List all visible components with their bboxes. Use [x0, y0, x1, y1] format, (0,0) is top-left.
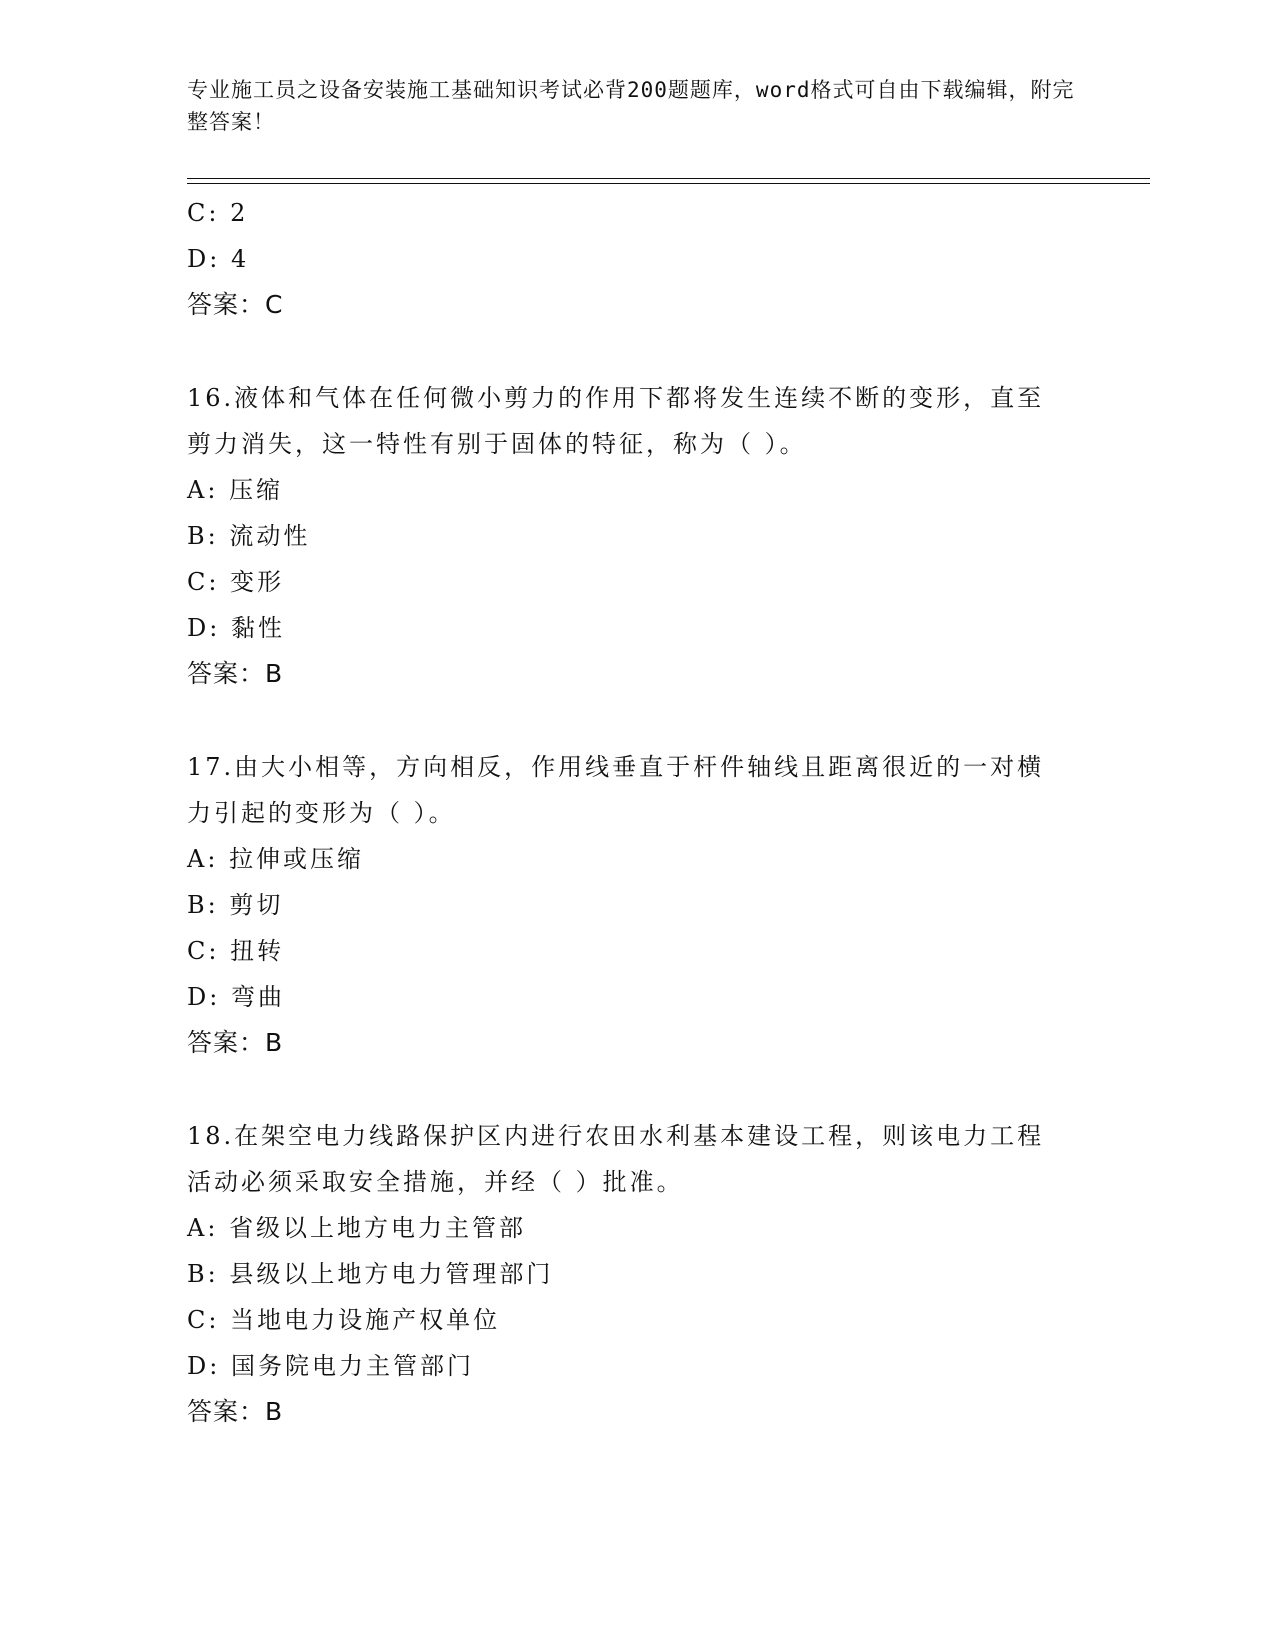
option-a: A: 压缩	[187, 476, 284, 504]
option-c: C: 2	[187, 199, 249, 227]
option-d: D: 国务院电力主管部门	[187, 1352, 474, 1380]
question-18	[187, 1113, 1087, 1435]
answer-line: 答案：B	[187, 1397, 284, 1426]
option-c: C: 变形	[187, 568, 285, 596]
option-b: B: 剪切	[187, 891, 284, 919]
document-header: 专业施工员之设备安装施工基础知识考试必背200题题库，word格式可自由下载编辑，附完整答案！	[187, 78, 1075, 134]
carryover-question	[187, 190, 1087, 328]
header-double-rule	[187, 178, 1150, 184]
option-d: D: 黏性	[187, 614, 285, 642]
answer-line: 答案：C	[187, 290, 284, 319]
option-d: D: 弯曲	[187, 983, 285, 1011]
answer-line: 答案：B	[187, 659, 284, 688]
question-stem: 17.由大小相等，方向相反，作用线垂直于杆件轴线且距离很近的一对横力引起的变形为（ ）。	[187, 753, 1045, 827]
option-c: C: 扭转	[187, 937, 285, 965]
question-stem: 16.液体和气体在任何微小剪力的作用下都将发生连续不断的变形，直至剪力消失，这一特性有别于固体的特征，称为（ ）。	[187, 384, 1045, 458]
question-stem: 18.在架空电力线路保护区内进行农田水利基本建设工程，则该电力工程活动必须采取安全措施，并经（ ）批准。	[187, 1122, 1045, 1196]
question-list	[187, 190, 1087, 1435]
option-c: C: 当地电力设施产权单位	[187, 1306, 501, 1334]
option-d: D: 4	[187, 245, 250, 273]
option-b: B: 县级以上地方电力管理部门	[187, 1260, 554, 1288]
question-16	[187, 375, 1087, 697]
option-b: B: 流动性	[187, 522, 311, 550]
option-a: A: 省级以上地方电力主管部	[187, 1214, 527, 1242]
question-17	[187, 744, 1087, 1066]
answer-line: 答案：B	[187, 1028, 284, 1057]
option-a: A: 拉伸或压缩	[187, 845, 365, 873]
